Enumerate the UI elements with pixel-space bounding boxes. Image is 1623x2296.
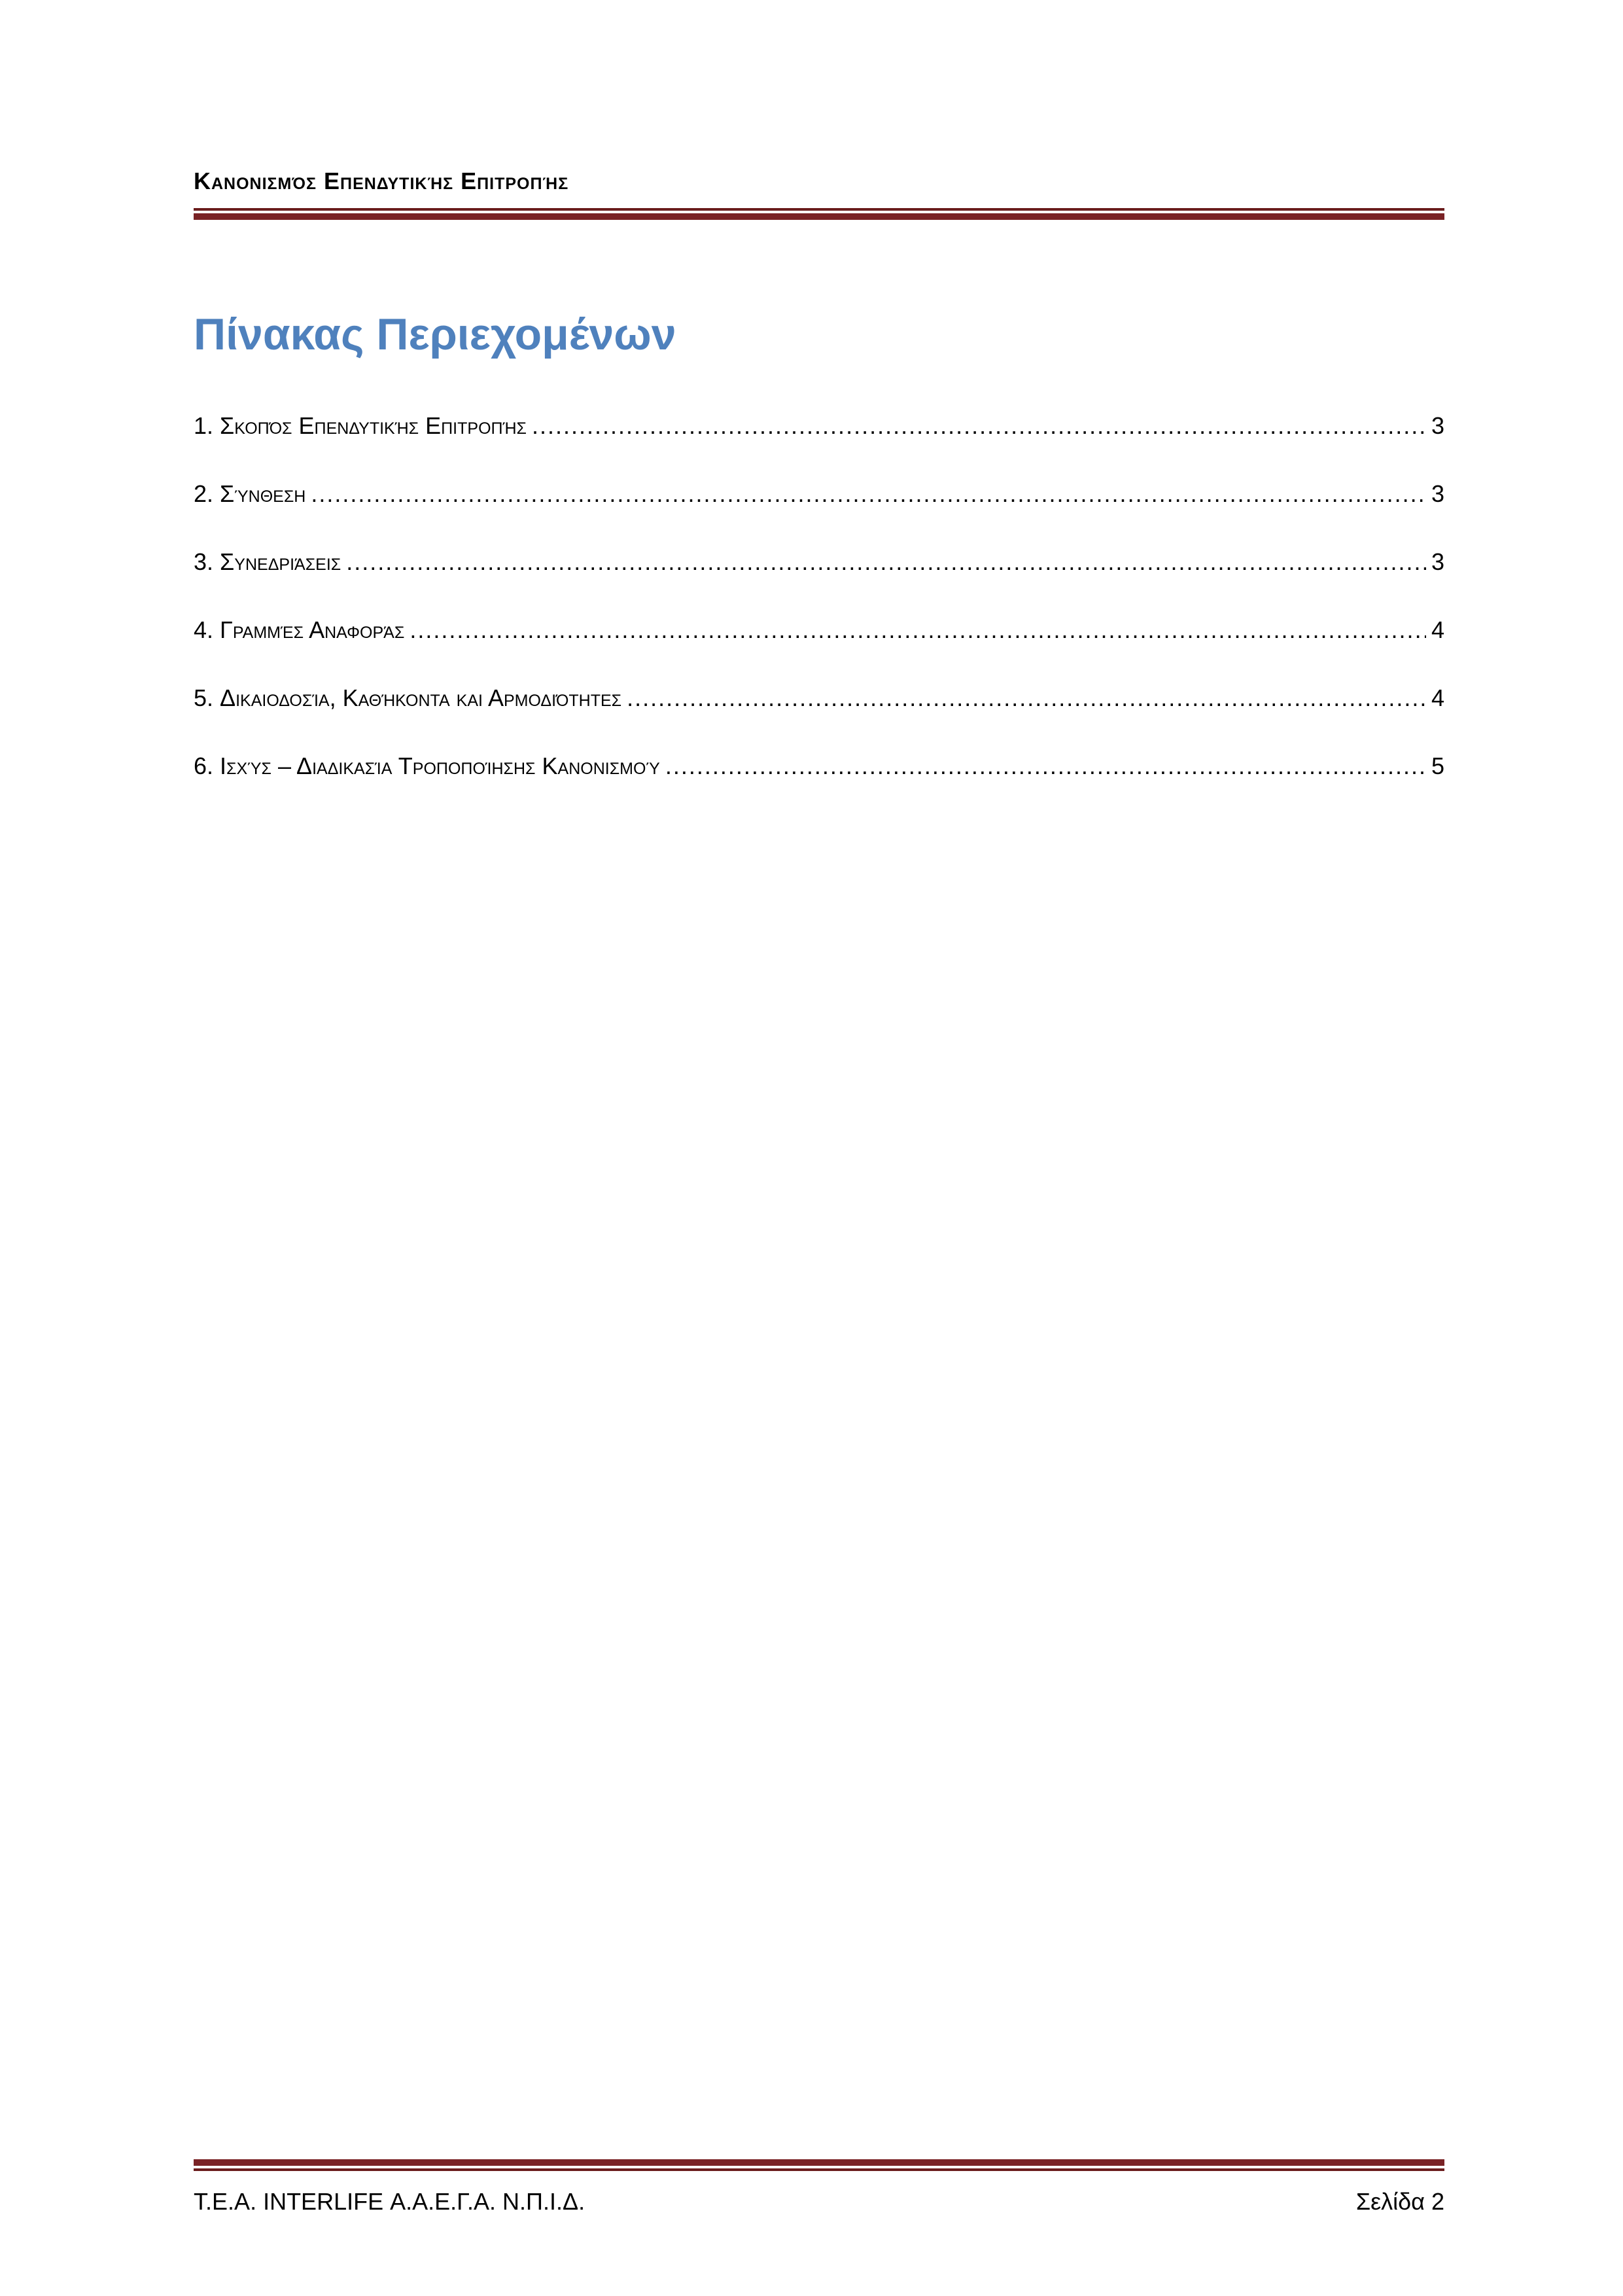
toc-entry-label: Σύνθεση [220, 480, 306, 507]
toc-entry-page: 3 [1431, 412, 1444, 439]
footer-rule-thin [194, 2168, 1444, 2171]
toc-dot-leader [532, 412, 1426, 440]
toc-dot-leader [665, 752, 1426, 780]
page-header [194, 168, 1444, 195]
toc-entry-number: 5. [194, 684, 214, 711]
footer-page-number: Σελίδα 2 [1355, 2188, 1444, 2215]
toc-entry-page: 5 [1431, 752, 1444, 779]
footer-rule-thick [194, 2159, 1444, 2166]
toc-dot-leader [311, 480, 1426, 508]
toc-entry-label: Γραμμές Αναφοράς [220, 616, 405, 643]
toc-entry-1[interactable] [194, 412, 1444, 480]
toc-title: Πίνακας Περιεχομένων [194, 309, 676, 359]
toc-entry-label: Δικαιοδοσία, Καθήκοντα και Αρμοδιότητες [220, 684, 622, 711]
footer-organization: Τ.Ε.Α. INTERLIFE Α.Α.Ε.Γ.Α. Ν.Π.Ι.Δ. [194, 2188, 585, 2215]
page-footer [194, 2159, 1444, 2225]
toc-dot-leader [346, 548, 1426, 576]
toc-entry-number: 6. [194, 752, 214, 779]
toc-entry-4[interactable] [194, 616, 1444, 684]
toc-entry-page: 3 [1431, 548, 1444, 575]
toc-entry-number: 3. [194, 548, 214, 575]
toc-entry-page: 4 [1431, 684, 1444, 711]
header-rule-thin [194, 208, 1444, 211]
header-title: Κανονισμός Επενδυτικής Επιτροπής [194, 168, 569, 194]
table-of-contents [194, 412, 1444, 821]
toc-dot-leader [410, 616, 1426, 644]
toc-entry-label: Ισχύς – Διαδικασία Τροποποίησης Κανονισμού [220, 752, 660, 779]
toc-entry-label: Σκοπός Επενδυτικής Επιτροπής [220, 412, 527, 439]
toc-entry-page: 3 [1431, 480, 1444, 507]
toc-entry-number: 4. [194, 616, 214, 643]
toc-entry-label: Συνεδριάσεις [220, 548, 341, 575]
toc-entry-page: 4 [1431, 616, 1444, 643]
toc-entry-5[interactable] [194, 684, 1444, 752]
toc-entry-6[interactable] [194, 752, 1444, 821]
header-rule-thick [194, 213, 1444, 220]
toc-entry-2[interactable] [194, 480, 1444, 548]
toc-entry-3[interactable] [194, 548, 1444, 616]
toc-entry-number: 1. [194, 412, 214, 439]
toc-dot-leader [627, 684, 1426, 712]
toc-entry-number: 2. [194, 480, 214, 507]
